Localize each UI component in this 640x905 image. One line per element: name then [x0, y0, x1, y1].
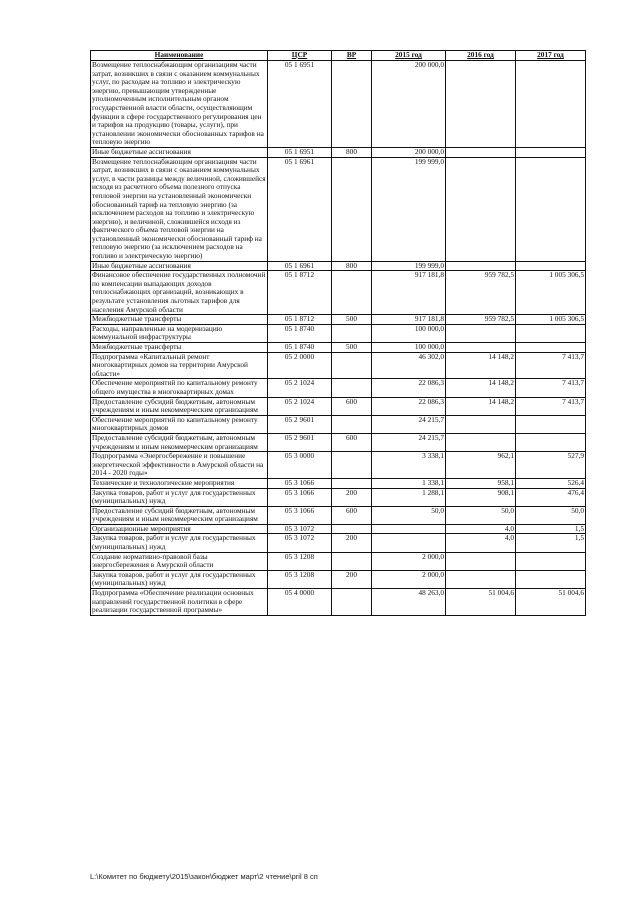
row-2017-cell: 1,5 — [516, 524, 586, 534]
row-2016-cell: 908,1 — [446, 488, 516, 506]
row-2016-cell: 14 148,2 — [446, 397, 516, 415]
row-vr-cell — [332, 552, 372, 570]
row-vr-cell — [332, 379, 372, 397]
row-code-cell: 05 2 9601 — [268, 415, 332, 433]
table-row — [91, 157, 586, 261]
row-2017-cell — [516, 433, 586, 451]
row-2015-cell — [372, 534, 446, 552]
row-2015-cell: 50,0 — [372, 506, 446, 524]
row-2017-cell — [516, 343, 586, 353]
row-2017-cell — [516, 415, 586, 433]
row-2015-cell: 3 338,1 — [372, 452, 446, 479]
row-2016-cell: 962,1 — [446, 452, 516, 479]
header-2017: 2017 год — [516, 51, 586, 61]
table-row — [91, 478, 586, 488]
header-2015: 2015 год — [372, 51, 446, 61]
table-header-row — [91, 51, 586, 61]
row-2017-cell: 1 005 306,5 — [516, 315, 586, 325]
row-vr-cell — [332, 271, 372, 315]
row-name-cell: Иные бюджетные ассигнования — [91, 261, 268, 271]
table-row — [91, 397, 586, 415]
row-2015-cell: 200 000,0 — [372, 147, 446, 157]
row-name-cell: Закупка товаров, работ и услуг для государственных (муниципальных) нужд — [91, 570, 268, 588]
row-name-cell: Закупка товаров, работ и услуг для государственных (муниципальных) нужд — [91, 534, 268, 552]
row-2016-cell: 958,1 — [446, 478, 516, 488]
row-code-cell: 05 2 0000 — [268, 352, 332, 379]
row-2015-cell: 199 999,0 — [372, 157, 446, 261]
row-name-cell: Межбюджетные трансферты — [91, 343, 268, 353]
file-path-footer: L:\Комитет по бюджету\2015\закон\бюджет март\2 чтение\pril 8 сп — [90, 872, 318, 881]
row-code-cell: 05 1 6951 — [268, 147, 332, 157]
row-vr-cell: 800 — [332, 147, 372, 157]
budget-table — [90, 50, 586, 616]
row-vr-cell: 800 — [332, 261, 372, 271]
row-2016-cell — [446, 61, 516, 148]
row-vr-cell: 600 — [332, 397, 372, 415]
row-2016-cell: 4,0 — [446, 524, 516, 534]
table-row — [91, 534, 586, 552]
table-row — [91, 524, 586, 534]
row-2016-cell: 50,0 — [446, 506, 516, 524]
row-code-cell: 05 3 1208 — [268, 552, 332, 570]
row-2017-cell: 7 413,7 — [516, 352, 586, 379]
table-row — [91, 488, 586, 506]
row-name-cell: Создание нормативно-правовой базы энергосбережения в Амурской области — [91, 552, 268, 570]
row-2015-cell: 22 086,3 — [372, 379, 446, 397]
row-2017-cell: 51 004,6 — [516, 589, 586, 616]
row-code-cell: 05 1 8740 — [268, 324, 332, 342]
row-vr-cell — [332, 478, 372, 488]
row-2015-cell: 2 000,0 — [372, 552, 446, 570]
row-2015-cell: 917 181,8 — [372, 315, 446, 325]
row-2015-cell: 100 000,0 — [372, 343, 446, 353]
row-2016-cell: 959 782,5 — [446, 271, 516, 315]
table-row — [91, 552, 586, 570]
row-2016-cell — [446, 570, 516, 588]
row-2017-cell — [516, 147, 586, 157]
row-code-cell: 05 3 1066 — [268, 478, 332, 488]
row-code-cell: 05 3 0000 — [268, 452, 332, 479]
row-code-cell: 05 3 1066 — [268, 506, 332, 524]
row-name-cell: Технические и технологические мероприятия — [91, 478, 268, 488]
row-2016-cell — [446, 261, 516, 271]
header-2016: 2016 год — [446, 51, 516, 61]
header-code: ЦСР — [268, 51, 332, 61]
row-name-cell: Возмещение теплоснабжающим организациям части затрат, возникших в связи с оказанием коммунальных услуг, в части разницы между величиной, сложившейся исходя из расчетного объема полезного отпуска тепловой энергии на установленный экономически обоснованный тариф на тепловую энергию (за исключением расходов на топливо и электрическую энергию), и величиной, сложившейся исходя из фактического объема тепловой энергии на установленный экономически обоснованный тариф на тепловую энергию (за исключением расходов на топливо и электрическую энергию) — [92, 157, 266, 261]
row-2017-cell: 526,4 — [516, 478, 586, 488]
row-2017-cell — [516, 324, 586, 342]
row-2015-cell: 200 000,0 — [372, 61, 446, 148]
row-2017-cell: 1 005 306,5 — [516, 271, 586, 315]
row-code-cell: 05 1 6961 — [268, 261, 332, 271]
row-2017-cell — [516, 261, 586, 271]
table-row — [91, 352, 586, 379]
table-row — [91, 315, 586, 325]
row-2015-cell: 24 215,7 — [372, 415, 446, 433]
row-code-cell: 05 1 8712 — [268, 271, 332, 315]
row-2016-cell: 14 148,2 — [446, 379, 516, 397]
row-vr-cell: 600 — [332, 433, 372, 451]
table-row — [91, 379, 586, 397]
row-name-cell: Организационные мероприятия — [91, 524, 268, 534]
row-2015-cell: 917 181,8 — [372, 271, 446, 315]
row-vr-cell — [332, 352, 372, 379]
row-2017-cell: 527,9 — [516, 452, 586, 479]
row-code-cell: 05 1 8712 — [268, 315, 332, 325]
row-vr-cell — [332, 61, 372, 148]
row-code-cell: 05 1 8740 — [268, 343, 332, 353]
row-2016-cell — [446, 552, 516, 570]
row-name-cell: Подпрограмма «Энергосбережение и повышение энергетической эффективности в Амурской области на 2014 - 2020 годы» — [91, 452, 268, 479]
table-row — [91, 343, 586, 353]
table-row — [91, 589, 586, 616]
row-name-cell: Расходы, направленные на модернизацию коммунальной инфраструктуры — [91, 324, 268, 342]
table-row — [91, 452, 586, 479]
row-vr-cell — [332, 589, 372, 616]
row-vr-cell: 500 — [332, 315, 372, 325]
row-2016-cell — [446, 147, 516, 157]
row-2015-cell: 22 086,3 — [372, 397, 446, 415]
row-code-cell: 05 2 1024 — [268, 379, 332, 397]
table-row — [91, 261, 586, 271]
row-2016-cell — [446, 343, 516, 353]
header-vr: ВР — [332, 51, 372, 61]
row-2017-cell: 7 413,7 — [516, 397, 586, 415]
row-name-cell: Предоставление субсидий бюджетным, автономным учреждениям и иным некоммерческим организациям — [91, 506, 268, 524]
row-code-cell: 05 3 1066 — [268, 488, 332, 506]
row-name-cell: Обеспечение мероприятий по капитальному ремонту многоквартирных домов — [91, 415, 268, 433]
table-body — [91, 61, 586, 616]
row-2017-cell: 7 413,7 — [516, 379, 586, 397]
row-vr-cell — [332, 452, 372, 479]
table-row — [91, 147, 586, 157]
row-2017-cell: 50,0 — [516, 506, 586, 524]
row-vr-cell — [332, 157, 372, 261]
row-code-cell: 05 3 1208 — [268, 570, 332, 588]
row-2017-cell — [516, 61, 586, 148]
row-2015-cell — [372, 524, 446, 534]
table-row — [91, 271, 586, 315]
row-vr-cell: 200 — [332, 570, 372, 588]
row-2017-cell: 1,5 — [516, 534, 586, 552]
row-code-cell: 05 4 0000 — [268, 589, 332, 616]
row-vr-cell: 600 — [332, 506, 372, 524]
row-2015-cell: 199 999,0 — [372, 261, 446, 271]
row-2017-cell — [516, 570, 586, 588]
row-2015-cell: 100 000,0 — [372, 324, 446, 342]
row-name-cell: Закупка товаров, работ и услуг для государственных (муниципальных) нужд — [91, 488, 268, 506]
row-2015-cell: 1 338,1 — [372, 478, 446, 488]
budget-table-page — [90, 50, 585, 616]
row-code-cell: 05 3 1072 — [268, 524, 332, 534]
row-code-cell: 05 1 6951 — [268, 61, 332, 148]
row-2016-cell — [446, 157, 516, 261]
row-code-cell: 05 2 9601 — [268, 433, 332, 451]
row-name-cell: Финансовое обеспечение государственных полномочий по компенсации выпадающих доходов теплоснабжающих организаций, возникающих в результате установления льготных тарифов для населения Амурской области — [91, 271, 268, 315]
row-name-cell: Предоставление субсидий бюджетным, автономным учреждениям и иным некоммерческим организациям — [91, 397, 268, 415]
row-name-cell: Межбюджетные трансферты — [91, 315, 268, 325]
row-2016-cell: 14 148,2 — [446, 352, 516, 379]
row-vr-cell — [332, 415, 372, 433]
table-row — [91, 61, 586, 148]
table-row — [91, 570, 586, 588]
row-code-cell: 05 3 1072 — [268, 534, 332, 552]
row-2015-cell: 2 000,0 — [372, 570, 446, 588]
row-vr-cell: 200 — [332, 488, 372, 506]
table-row — [91, 324, 586, 342]
row-2015-cell: 24 215,7 — [372, 433, 446, 451]
row-name-cell: Возмещение теплоснабжающим организациям части затрат, возникших в связи с оказанием коммунальных услуг, по расходам на топливо и электрическую энергию, превышающим утвержденные уполномоченным исполнительным органом государственной власти области, осуществляющим функции в сфере государственного регулирования цен и тарифов на продукцию (товары, услуги), при установлении экономически обоснованных тарифов на тепловую энергию — [91, 61, 268, 148]
row-2017-cell — [516, 552, 586, 570]
row-name-cell: Предоставление субсидий бюджетным, автономным учреждениям и иным некоммерческим организациям — [91, 433, 268, 451]
table-row — [91, 415, 586, 433]
row-2015-cell: 1 288,1 — [372, 488, 446, 506]
header-name: Наименование — [91, 51, 268, 61]
row-vr-cell — [332, 324, 372, 342]
row-2016-cell — [446, 433, 516, 451]
row-2015-cell: 46 302,0 — [372, 352, 446, 379]
table-row — [91, 433, 586, 451]
row-2016-cell: 4,0 — [446, 534, 516, 552]
row-code-cell: 05 2 1024 — [268, 397, 332, 415]
row-vr-cell: 500 — [332, 343, 372, 353]
row-name-cell: Подпрограмма «Обеспечение реализации основных направлений государственной политики в сфере реализации государственной программы» — [91, 589, 268, 616]
row-vr-cell: 200 — [332, 534, 372, 552]
row-2016-cell: 959 782,5 — [446, 315, 516, 325]
table-row — [91, 506, 586, 524]
row-2016-cell — [446, 415, 516, 433]
row-2017-cell: 476,4 — [516, 488, 586, 506]
row-2016-cell: 51 004,6 — [446, 589, 516, 616]
row-name-cell: Обеспечение мероприятий по капитальному ремонту общего имущества в многоквартирных домах — [91, 379, 268, 397]
row-name-cell: Подпрограмма «Капитальный ремонт многоквартирных домов на территории Амурской области» — [91, 352, 268, 379]
row-2017-cell — [516, 157, 586, 261]
row-2015-cell: 48 263,0 — [372, 589, 446, 616]
row-code-cell: 05 1 6961 — [268, 157, 332, 261]
row-name-cell: Иные бюджетные ассигнования — [91, 147, 268, 157]
row-vr-cell — [332, 524, 372, 534]
row-2016-cell — [446, 324, 516, 342]
